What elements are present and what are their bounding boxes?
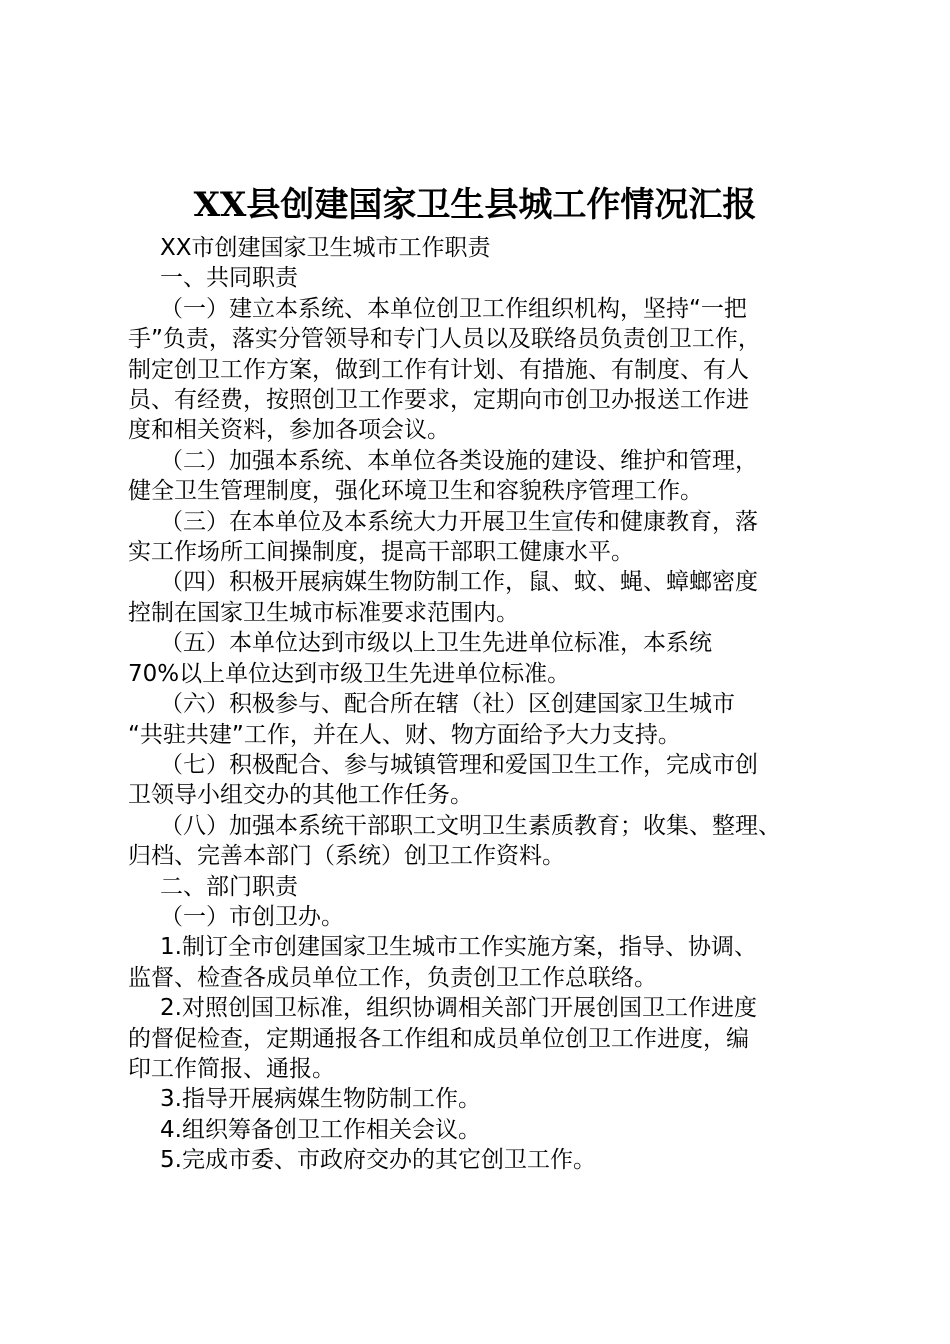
paragraph-line: 实工作场所工间操制度，提高干部职工健康水平。 bbox=[128, 539, 634, 566]
paragraph-line-start: （四）积极开展病媒生物防制工作，鼠、蚊、蝇、蟑螂密度 bbox=[160, 569, 758, 596]
document-body bbox=[128, 233, 828, 1176]
paragraph-line: 员、有经费，按照创卫工作要求，定期向市创卫办报送工作进 bbox=[128, 387, 749, 414]
paragraph-line-start: （八）加强本系统干部职工文明卫生素质教育；收集、整理、 bbox=[160, 812, 781, 839]
document-title: XX县创建国家卫生县城工作情况汇报 bbox=[193, 185, 757, 225]
paragraph-line: 卫领导小组交办的其他工作任务。 bbox=[128, 782, 473, 809]
paragraph-line: 70%以上单位达到市级卫生先进单位标准。 bbox=[128, 660, 571, 687]
paragraph-line-start: （七）积极配合、参与城镇管理和爱国卫生工作，完成市创 bbox=[160, 751, 758, 778]
paragraph-line: 健全卫生管理制度，强化环境卫生和容貌秩序管理工作。 bbox=[128, 478, 703, 505]
paragraph-line-start: 二、部门职责 bbox=[160, 873, 298, 900]
paragraph-line: 制定创卫工作方案，做到工作有计划、有措施、有制度、有人 bbox=[128, 356, 749, 383]
paragraph-line-start: 1.制订全市创建国家卫生城市工作实施方案，指导、协调、 bbox=[160, 934, 757, 961]
paragraph-line: 度和相关资料，参加各项会议。 bbox=[128, 417, 450, 444]
paragraph-line-start: 4.组织筹备创卫工作相关会议。 bbox=[160, 1116, 481, 1143]
paragraph-line-start: （六）积极参与、配合所在辖（社）区创建国家卫生城市 bbox=[160, 691, 735, 718]
paragraph-line: “共驻共建”工作，并在人、财、物方面给予大力支持。 bbox=[128, 721, 681, 748]
paragraph-line-start: 一、共同职责 bbox=[160, 265, 298, 292]
paragraph-line-start: 5.完成市委、市政府交办的其它创卫工作。 bbox=[160, 1147, 596, 1174]
paragraph-line: 的督促检查，定期通报各工作组和成员单位创卫工作进度，编 bbox=[128, 1025, 749, 1052]
paragraph-line-start: 2.对照创国卫标准，组织协调相关部门开展创国卫工作进度 bbox=[160, 995, 757, 1022]
paragraph-line-start: 3.指导开展病媒生物防制工作。 bbox=[160, 1086, 481, 1113]
paragraph-line-start: （一）建立本系统、本单位创卫工作组织机构，坚持“一把 bbox=[160, 295, 747, 322]
paragraph-line: 监督、检查各成员单位工作，负责创卫工作总联络。 bbox=[128, 964, 657, 991]
paragraph-line-start: （二）加强本系统、本单位各类设施的建设、维护和管理， bbox=[160, 447, 758, 474]
paragraph-line-start: XX市创建国家卫生城市工作职责 bbox=[160, 235, 491, 261]
paragraph-line: 控制在国家卫生城市标准要求范围内。 bbox=[128, 599, 519, 626]
paragraph-line-start: （一）市创卫办。 bbox=[160, 903, 344, 930]
paragraph-line: 归档、完善本部门（系统）创卫工作资料。 bbox=[128, 843, 565, 870]
paragraph-line: 印工作简报、通报。 bbox=[128, 1055, 335, 1082]
paragraph-line: 手”负责，落实分管领导和专门人员以及联络员负责创卫工作， bbox=[128, 326, 761, 353]
paragraph-line-start: （五）本单位达到市级以上卫生先进单位标准，本系统 bbox=[160, 630, 712, 657]
paragraph-line-start: （三）在本单位及本系统大力开展卫生宣传和健康教育，落 bbox=[160, 508, 758, 535]
